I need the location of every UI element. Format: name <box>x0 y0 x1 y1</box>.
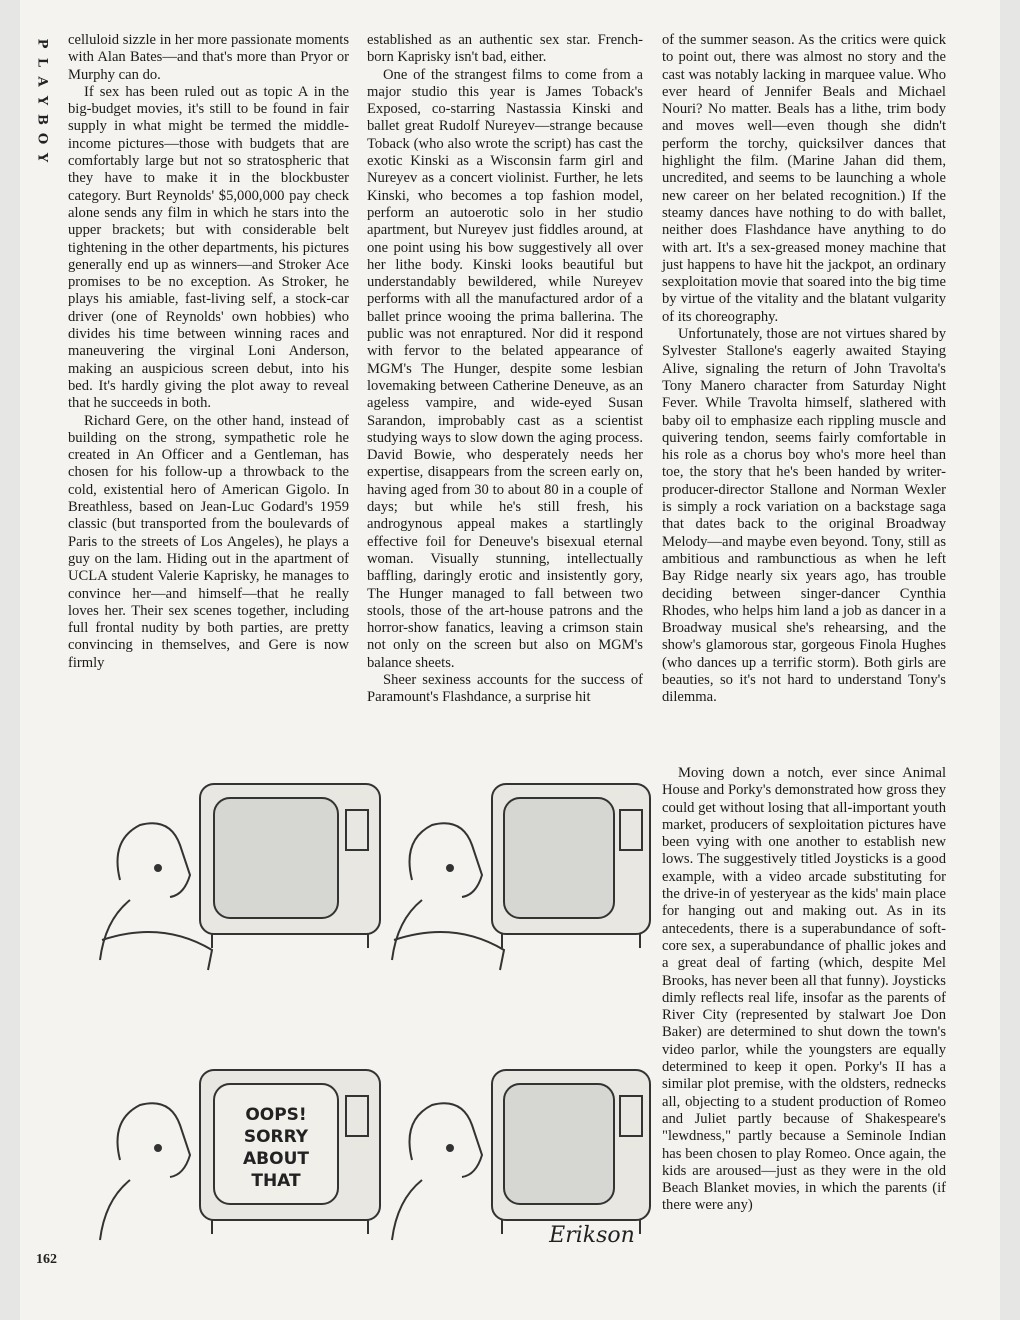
article-column-3 <box>662 32 946 707</box>
masthead-letter: Y <box>34 95 50 106</box>
paragraph: of the summer season. As the critics were quick to point out, there was almost no story and the cast was notably lacking in marquee value. Who ever heard of Jennifer Beals and Michael Nouri? No matter. Beals has a lithe, trim body and moves well—even though she didn't perform the torchy, quicksilver dances that highlight the film. (Marine Jahan did them, uncredited, and seems to be launching a whole new career on her belated recognition.) If the steamy dances have nothing to do with ballet, neither does Flashdance have anything to do with art. It's a sex-greased money machine that just happens to have hit the jackpot, an ordinary sexploitation movie that soared into the big time by virtue of the vitality and the blatant vulgarity of its choreography. <box>662 32 946 325</box>
cartoon-caption-line: THAT <box>251 1171 301 1191</box>
masthead-letter: P <box>34 38 50 49</box>
article-column-3-lower <box>662 765 946 1215</box>
paragraph: Richard Gere, on the other hand, instead of building on the strong, sympathetic role he created in An Officer and a Gentleman, has chosen for his follow-up a throwback to the cold, existential hero of American Gigolo. In Breathless, based on Jean-Luc Godard's 1959 classic (but transported from the boulevards of Paris to the streets of Los Angeles), he plays a guy on the lam. Hiding out in the apartment of UCLA student Valerie Kaprisky, he manages to convince her—and himself—that he really loves her. Their sex scenes together, including full frontal nudity by both parties, are pretty convincing in themselves, and Gere is now firmly <box>68 412 349 671</box>
cartoon-caption-line: SORRY <box>243 1127 309 1147</box>
tv-set-icon <box>492 1070 650 1234</box>
paragraph: celluloid sizzle in her more passionate moments with Alan Bates—and that's more than Pryor or Murphy can do. <box>68 32 349 83</box>
paragraph: Moving down a notch, ever since Animal House and Porky's demonstrated how gross they could get without losing that all-important youth market, producers of sexploitation pictures have been vying with one another to establish new lows. The suggestively titled Joysticks is a good example, with a video arcade substituting for the drive-in of yesteryear as the kids' main place for hanging out and making out. As in its antecedents, there is a superabundance of soft-core sex, a superabundance of phallic jokes and a great deal of farting (which, despite Mel Brooks, has never been all that funny). Joysticks dimly reflects real life, insofar as the parents of River City (represented by stalwart Joe Don Baker) are determined to shut down the town's video parlor, while the youngsters are equally determined to keep it open. Porky's II has a similar plot premise, with the oldsters, rednecks all, objecting to a student production of Romeo and Juliet partly because of Shakespeare's "lewdness," partly because a Seminole Indian has been chosen to play Romeo. Once again, the kids are aroused—just as they were in the old Beach Blanket movies, in which the parents (if there were any) <box>662 765 946 1214</box>
masthead-letter: A <box>34 76 50 87</box>
article-column-1 <box>68 32 349 672</box>
tv-set-icon <box>200 784 380 948</box>
masthead-letter: O <box>34 132 50 145</box>
tv-set-icon <box>492 784 650 948</box>
paragraph: Sheer sexiness accounts for the success of Paramount's Flashdance, a surprise hit <box>367 671 643 706</box>
masthead-letter: L <box>34 57 50 68</box>
artist-signature: Erikson <box>549 1223 635 1248</box>
article-column-2 <box>367 32 643 707</box>
cartoon-illustration <box>72 780 652 1250</box>
cartoon-caption-line: ABOUT <box>243 1149 309 1169</box>
masthead-letter: B <box>34 114 50 125</box>
cartoon-caption-line: OOPS! <box>245 1105 307 1125</box>
paragraph: One of the strangest films to come from a major studio this year is James Toback's Exposed, co-starring Nastassia Kinski and ballet great Rudolf Nureyev—strange because Toback (who also wrote the script) has cast the exotic Kinski as a Wisconsin farm girl and Nureyev as a concert violinist. Further, he lets Kinski, who becomes a top fashion model, perform an autoerotic solo in her studio apartment, but Nureyev just fiddles around, at one point using his bow suggestively all over her lithe body. Kinski looks beautiful but understandably bewildered, while Nureyev performs with all the manufactured ardor of a ballet prince wooing the prima ballerina. The public was not enraptured. Nor did it respond with fervor to the belated appearance of MGM's The Hunger, despite some lesbian lovemaking between Catherine Deneuve, as an ageless vampire, and wide-eyed Susan Sarandon, improbably cast as a scientist studying ways to slow down the aging process. David Bowie, who desperately needs her expertise, disappears from the screen early on, having aged from 30 to about 80 in a couple of days; but while he's still fresh, his androgynous appeal makes a startlingly effective foil for Deneuve's bisexual eternal woman. Visually stunning, intellectually baffling, daringly erotic and insistently gory, The Hunger managed to fall between two stools, those of the art-house patrons and the horror-show fanatics, leaving a crimson stain not only on the screen but also on MGM's balance sheets. <box>367 66 643 671</box>
paragraph: established as an authentic sex star. French-born Kaprisky isn't bad, either. <box>367 32 643 66</box>
paragraph: Unfortunately, those are not virtues shared by Sylvester Stallone's eagerly awaited Staying Alive, signaling the return of John Travolta's Tony Manero character from Saturday Night Fever. While Travolta himself, slathered with baby oil to emphasize each rippling muscle and quivering tendon, seems fairly comfortable in his role as a chorus boy who's more heel than toe, the story that he's been handed by writer-producer-director Stallone and Norman Wexler is simply a rock variation on a backstage saga that dates back to the original Broadway Melody—and maybe even beyond. Tony, still as ambitious and rambunctious as when he left Bay Ridge nearly six years ago, has trouble deciding between singer-dancer Cynthia Rhodes, who helps him land a job as dancer in a Broadway musical she's rehearsing, and the show's glamorous star, gorgeous Finola Hughes (who dances up a terrific storm). Both girls are beauties, so it's not hard to understand Tony's dilemma. <box>662 326 946 706</box>
paragraph: If sex has been ruled out as topic A in the big-budget movies, it's still to be found in fair supply in what might be termed the middle-income pictures—those with budgets that are comfortably large but not so stratospheric that they have to make it in the blockbuster category. Burt Reynolds' $5,000,000 pay check alone sends any film in which he stars into the upper brackets; but with considerable belt tightening in the other departments, his pictures generally end up as winners—and Stroker Ace promises to be no exception. As Stroker, he plays his amiable, fast-living self, a stock-car driver (one of Reynolds' own hobbies) who divides his time between winning races and maneuvering the virginal Loni Anderson, making an auspicious screen debut, into his bed. It's hardly giving the plot away to reveal that he succeeds in both. <box>68 83 349 412</box>
page-number: 162 <box>36 1252 57 1267</box>
masthead-vertical <box>32 34 52 167</box>
masthead-letter: Y <box>34 152 50 163</box>
